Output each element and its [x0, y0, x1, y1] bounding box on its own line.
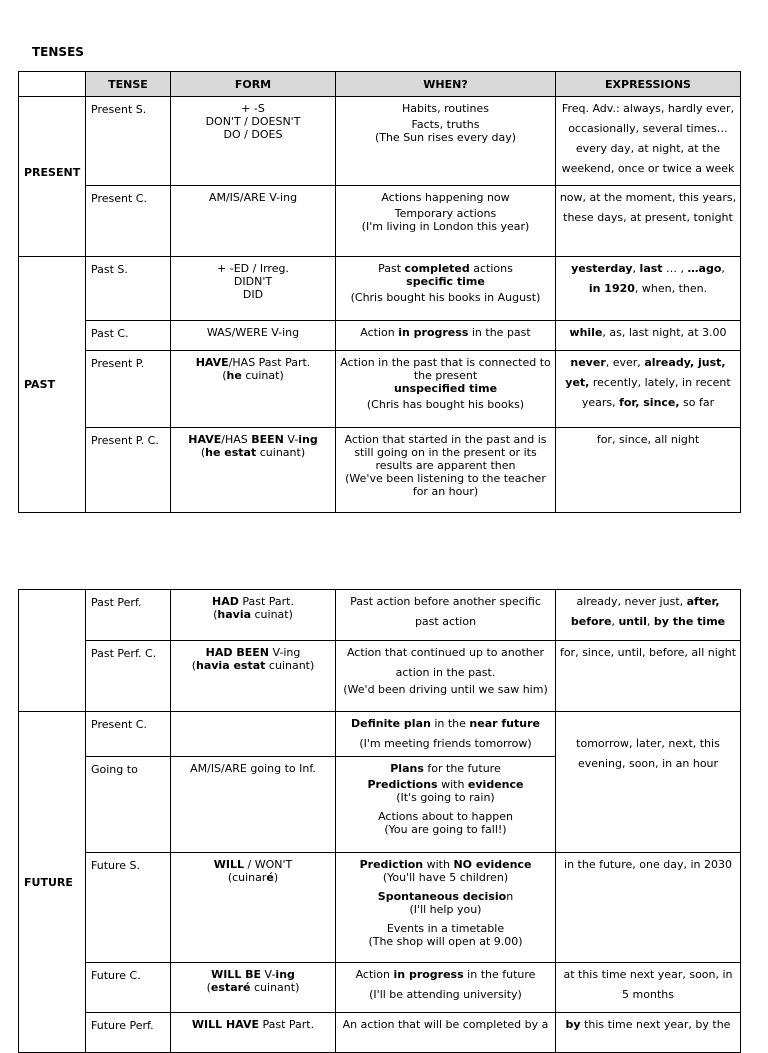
when-example: (You'll have 5 children): [382, 871, 509, 884]
when-text: with: [437, 778, 468, 791]
when-example: (I'm meeting friends tomorrow): [359, 737, 532, 750]
tense-expressions: [556, 321, 741, 351]
form-text: ing: [275, 968, 295, 981]
form-line: + -ED / Irreg.: [217, 262, 289, 275]
tense-when: Past action before another specific past action: [336, 590, 556, 641]
when-line: Temporary actions: [394, 207, 497, 220]
tense-when: [336, 186, 556, 257]
tense-form: AM/IS/ARE V-ing: [171, 186, 336, 257]
expr-text: after,: [686, 595, 720, 608]
tense-name: Past S.: [86, 257, 171, 321]
table-row: [19, 186, 741, 257]
form-text: /HAS Past Part.: [228, 356, 311, 369]
expr-text: , ever,: [605, 356, 645, 369]
table-row: [19, 963, 741, 1013]
when-text: Action: [355, 968, 394, 981]
when-line: Actions happening now: [381, 191, 510, 204]
tense-expressions: now, at the moment, this years, these days, at present, tonight: [556, 186, 741, 257]
expr-text: , when, then.: [634, 282, 708, 295]
tense-when: [336, 351, 556, 428]
table-row: [19, 712, 741, 757]
when-line: Actions about to happen: [378, 810, 513, 823]
when-example: (I'm living in London this year): [361, 220, 530, 233]
form-line: [174, 356, 332, 369]
when-line: [339, 714, 552, 734]
expr-text: already, never just,: [576, 595, 687, 608]
when-text: Definite plan: [351, 717, 431, 730]
form-text: é: [266, 871, 274, 884]
form-line: [174, 446, 332, 459]
tense-expressions: at this time next year, soon, in 5 months: [556, 963, 741, 1013]
when-example: (Chris has bought his books): [366, 398, 525, 411]
when-text: with: [423, 858, 454, 871]
when-text: actions: [469, 262, 513, 275]
form-text: (: [213, 608, 218, 621]
tense-when: [336, 712, 556, 757]
form-line: DON'T / DOESN'T: [205, 115, 301, 128]
form-line: DID: [242, 288, 264, 301]
form-text: HAVE: [195, 356, 229, 369]
expr-text: … ,: [662, 262, 688, 275]
form-text: cuinat): [251, 608, 293, 621]
table-row: [19, 428, 741, 513]
form-text: (: [200, 446, 206, 459]
table-row: [19, 257, 741, 321]
tense-when: [336, 428, 556, 513]
when-line: [339, 382, 552, 395]
form-line: [174, 369, 332, 382]
tenses-table-past-future: [18, 589, 741, 1053]
tense-when: [336, 641, 556, 712]
form-line: [174, 981, 332, 994]
tense-form: [171, 641, 336, 712]
tense-expressions: [556, 1013, 741, 1053]
when-text: Action: [360, 326, 399, 339]
form-text: WILL HAVE: [191, 1018, 259, 1031]
form-line: + -S: [241, 102, 265, 115]
header-blank: [19, 72, 86, 97]
when-line: Action that started in the past and is still going on in the present or its results are apparent then: [344, 433, 547, 472]
expr-text: ,: [632, 262, 640, 275]
tense-when: [336, 257, 556, 321]
expr-text: by: [565, 1018, 581, 1031]
tense-form: WAS/WERE V-ing: [171, 321, 336, 351]
when-text: in the: [430, 717, 470, 730]
when-example: (I'll be attending university): [369, 988, 522, 1001]
expr-text: yesterday: [571, 262, 633, 275]
group-blank: [19, 590, 86, 712]
when-text: in progress: [393, 968, 464, 981]
expr-text: by the time: [653, 615, 726, 628]
when-line: [339, 778, 552, 791]
when-line: [339, 965, 552, 985]
when-text: near future: [469, 717, 540, 730]
form-text: Past Part.: [258, 1018, 315, 1031]
form-line: [174, 659, 332, 672]
when-text: Plans: [390, 762, 424, 775]
when-example: (It's going to rain): [396, 791, 495, 804]
expr-text: already, just,: [644, 356, 726, 369]
tense-form: AM/IS/ARE going to Inf.: [171, 757, 336, 853]
tense-name: Future S.: [86, 853, 171, 963]
when-text: Past: [378, 262, 405, 275]
when-example: (The Sun rises every day): [374, 131, 517, 144]
expr-text: so far: [679, 396, 715, 409]
when-line: Events in a timetable: [386, 922, 505, 935]
expr-text: ,: [646, 615, 654, 628]
form-text: HAD: [212, 595, 239, 608]
form-text: (: [191, 659, 196, 672]
when-example: (You are going to fall!): [384, 823, 507, 836]
form-text: / WON'T: [244, 858, 293, 871]
when-text: completed: [404, 262, 470, 275]
when-text: in the past: [468, 326, 531, 339]
expr-text: yet,: [565, 376, 590, 389]
when-text: Prediction: [359, 858, 424, 871]
tense-expressions: [556, 590, 741, 641]
form-text: estaré: [210, 981, 251, 994]
header-tense: TENSE: [86, 72, 171, 97]
when-line: [339, 858, 552, 871]
tense-form: [171, 97, 336, 186]
expr-text: in 1920: [588, 282, 635, 295]
form-line: [174, 608, 332, 621]
when-text: in progress: [398, 326, 469, 339]
form-text: ): [273, 871, 279, 884]
when-text: specific time: [406, 275, 485, 288]
tense-name: Past C.: [86, 321, 171, 351]
when-text: Predictions: [367, 778, 438, 791]
tense-name: Past Perf.: [86, 590, 171, 641]
expr-text: until: [618, 615, 647, 628]
tense-form: [171, 590, 336, 641]
when-text: in the future: [463, 968, 536, 981]
when-text: unspecified time: [393, 382, 498, 395]
form-text: (cuinar: [227, 871, 267, 884]
tense-when: An action that will be completed by a: [336, 1013, 556, 1053]
form-line: [174, 646, 332, 659]
when-text: Spontaneous decisio: [377, 890, 507, 903]
group-label: PRESENT: [24, 166, 81, 179]
tense-expressions: in the future, one day, in 2030: [556, 853, 741, 963]
page-title: TENSES: [32, 45, 84, 59]
tense-name: Present C.: [86, 186, 171, 257]
header-row: [19, 72, 741, 97]
tense-name: Present P.: [86, 351, 171, 428]
form-text: (: [222, 369, 227, 382]
expr-text: before: [570, 615, 612, 628]
form-line: [174, 871, 332, 884]
table-row: [19, 351, 741, 428]
form-text: /HAS: [221, 433, 252, 446]
form-line: DO / DOES: [223, 128, 283, 141]
form-line: [174, 968, 332, 981]
future-expressions: tomorrow, later, next, this evening, soon, in an hour: [556, 712, 741, 853]
tense-form: [171, 428, 336, 513]
when-example: (We'd been driving until we saw him): [343, 683, 548, 696]
table-row: [19, 641, 741, 712]
when-text: n: [506, 890, 514, 903]
tense-name: Going to: [86, 757, 171, 853]
header-when: WHEN?: [336, 72, 556, 97]
table-row: [19, 590, 741, 641]
when-line: [339, 275, 552, 288]
when-line: Action in the past that is connected to the present: [340, 356, 551, 382]
header-form: FORM: [171, 72, 336, 97]
form-text: he estat: [205, 446, 257, 459]
group-present: [19, 97, 86, 257]
form-line: [174, 858, 332, 871]
form-line: [174, 595, 332, 608]
when-line: Facts, truths: [411, 118, 480, 131]
tense-when: [336, 963, 556, 1013]
expr-text: recently, lately, in recent years,: [581, 376, 731, 409]
tense-expressions: [556, 257, 741, 321]
form-text: havia estat: [196, 659, 266, 672]
form-text: V-: [261, 968, 276, 981]
table-row: [19, 97, 741, 186]
when-line: Habits, routines: [402, 102, 489, 115]
when-line: [339, 262, 552, 275]
form-text: HAVE: [188, 433, 222, 446]
form-text: V-: [283, 433, 299, 446]
tense-expressions: Freq. Adv.: always, hardly ever, occasionally, several times… every day, at night, at the weekend, once or twice a week: [556, 97, 741, 186]
expr-text: this time next year, by the: [580, 1018, 731, 1031]
form-text: BEEN: [251, 433, 284, 446]
tense-when: [336, 757, 556, 853]
expr-text: while: [569, 326, 603, 339]
tense-name: Future C.: [86, 963, 171, 1013]
form-text: cuinant): [265, 659, 315, 672]
tense-form: [171, 963, 336, 1013]
form-text: he: [226, 369, 242, 382]
tense-name: Present C.: [86, 712, 171, 757]
expr-text: last: [639, 262, 663, 275]
when-line: [339, 890, 552, 903]
tense-name: Present P. C.: [86, 428, 171, 513]
expr-text: , as, last night, at 3.00: [602, 326, 727, 339]
when-text: NO evidence: [453, 858, 532, 871]
form-text: cuinant): [250, 981, 300, 994]
tense-form: [171, 853, 336, 963]
when-example: (Chris bought his books in August): [350, 291, 541, 304]
when-example: (The shop will open at 9.00): [368, 935, 523, 948]
tense-when: [336, 853, 556, 963]
when-line: Action that continued up to another action in the past.: [346, 646, 545, 679]
tense-name: Past Perf. C.: [86, 641, 171, 712]
form-text: cuinant): [256, 446, 306, 459]
form-text: Past Part.: [238, 595, 294, 608]
group-past: PAST: [19, 257, 86, 513]
form-text: WILL BE: [211, 968, 262, 981]
table-row: [19, 1013, 741, 1053]
expr-text: ,: [721, 262, 725, 275]
tense-expressions: for, since, all night: [556, 428, 741, 513]
tense-form: [171, 712, 336, 757]
form-text: havia: [217, 608, 252, 621]
form-text: ing: [298, 433, 318, 446]
form-text: cuinat): [241, 369, 284, 382]
tense-form: [171, 351, 336, 428]
tense-expressions: [556, 351, 741, 428]
form-text: HAD BEEN: [205, 646, 269, 659]
when-example: (I'll help you): [409, 903, 482, 916]
group-future: FUTURE: [19, 712, 86, 1053]
tense-when: [336, 97, 556, 186]
form-text: V-ing: [268, 646, 301, 659]
tense-name: Future Perf.: [86, 1013, 171, 1053]
form-line: [174, 433, 332, 446]
when-text: evidence: [467, 778, 524, 791]
expr-text: …ago: [687, 262, 722, 275]
tense-expressions: for, since, until, before, all night: [556, 641, 741, 712]
table-row: [19, 321, 741, 351]
form-line: DIDN'T: [233, 275, 273, 288]
when-text: for the future: [423, 762, 501, 775]
tense-form: [171, 257, 336, 321]
expr-text: ,: [611, 615, 619, 628]
tense-name: Present S.: [86, 97, 171, 186]
header-expressions: EXPRESSIONS: [556, 72, 741, 97]
tense-form: [171, 1013, 336, 1053]
expr-text: never: [570, 356, 606, 369]
tense-when: [336, 321, 556, 351]
expr-text: for, since,: [619, 396, 680, 409]
when-example: (We've been listening to the teacher for an hour): [345, 472, 546, 498]
when-line: [339, 762, 552, 775]
table-row: [19, 853, 741, 963]
form-text: (: [206, 981, 211, 994]
form-text: WILL: [213, 858, 245, 871]
tenses-table-present-past: [18, 71, 741, 513]
